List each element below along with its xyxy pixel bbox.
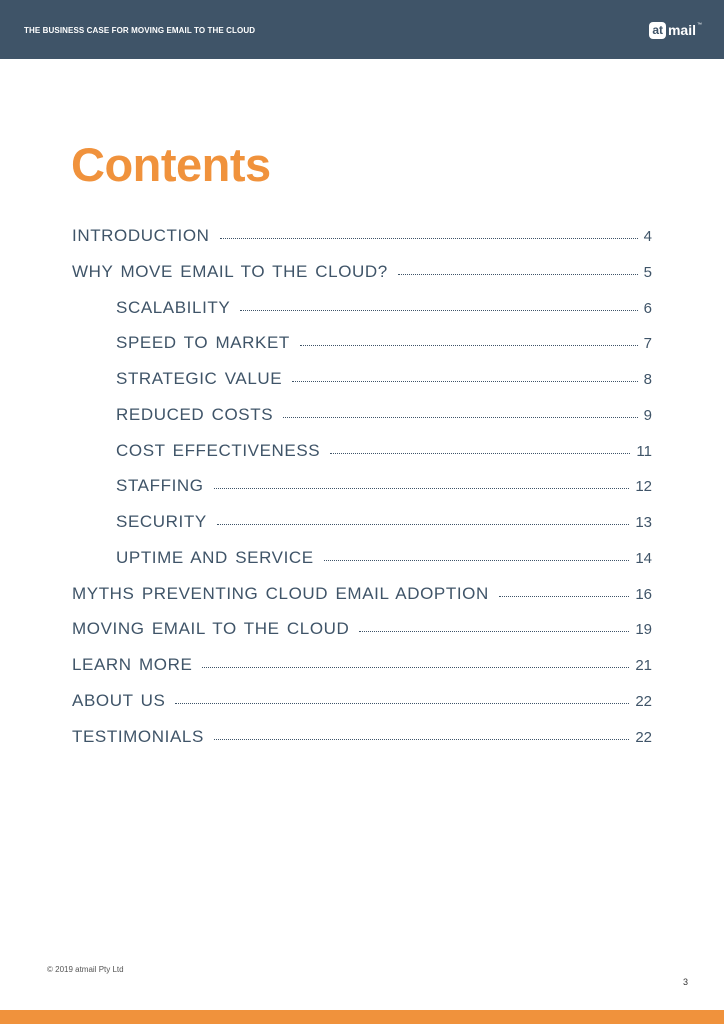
toc-leader-dots — [217, 524, 630, 525]
toc-entry[interactable] — [116, 333, 652, 355]
toc-entry-page: 16 — [635, 585, 652, 603]
toc-leader-dots — [330, 453, 630, 454]
toc-leader-dots — [359, 631, 629, 632]
header-bar — [0, 0, 724, 59]
toc-entry[interactable] — [72, 226, 652, 248]
document-title: THE BUSINESS CASE FOR MOVING EMAIL TO THE CLOUD — [24, 26, 256, 35]
toc-entry-label: SPEED TO MARKET — [116, 333, 290, 353]
toc-leader-dots — [499, 596, 629, 597]
toc-entry-page: 22 — [635, 728, 652, 746]
toc-entry[interactable] — [116, 405, 652, 427]
toc-entry-page: 6 — [643, 299, 652, 317]
toc-entry[interactable] — [116, 476, 652, 498]
toc-leader-dots — [214, 488, 630, 489]
toc-entry-label: TESTIMONIALS — [72, 726, 204, 746]
toc-entry-page: 4 — [643, 228, 652, 245]
toc-leader-dots — [398, 274, 638, 275]
toc-entry[interactable] — [72, 619, 652, 641]
toc-entry-page: 8 — [643, 371, 652, 388]
toc-entry[interactable] — [72, 655, 652, 677]
toc-entry-page: 7 — [643, 335, 652, 353]
logo-text: mail — [667, 21, 696, 38]
toc-entry-label: MOVING EMAIL TO THE CLOUD — [72, 619, 350, 639]
toc-entry[interactable] — [116, 512, 652, 534]
footer-bar — [0, 1010, 724, 1024]
toc-entry-label: STRATEGIC VALUE — [116, 369, 283, 388]
toc-entry[interactable] — [72, 584, 652, 606]
toc-entry-label: SECURITY — [116, 512, 207, 531]
toc-entry[interactable] — [72, 262, 652, 284]
toc-entry-label: INTRODUCTION — [72, 226, 210, 245]
toc-entry-page: 14 — [635, 549, 652, 567]
toc-entry-label: COST EFFECTIVENESS — [116, 440, 321, 460]
toc-entry-page: 12 — [635, 478, 652, 496]
toc-entry[interactable] — [116, 298, 652, 320]
toc-leader-dots — [214, 739, 629, 740]
toc-entry-page: 19 — [635, 621, 652, 639]
toc-entry[interactable] — [116, 369, 652, 391]
toc-entry-label: LEARN MORE — [72, 655, 193, 674]
toc-entry-page: 22 — [635, 692, 652, 710]
page-title: Contents — [71, 138, 271, 191]
toc-entry-label: ABOUT US — [72, 690, 166, 710]
toc-entry[interactable] — [72, 727, 652, 749]
toc-entry-page: 11 — [636, 442, 652, 460]
toc-entry-page: 9 — [643, 406, 652, 424]
toc-entry[interactable] — [116, 548, 652, 570]
toc-leader-dots — [220, 238, 638, 239]
atmail-logo — [649, 20, 702, 40]
toc-leader-dots — [324, 560, 630, 561]
page-number: 3 — [682, 977, 688, 987]
toc-entry-label: MYTHS PREVENTING CLOUD EMAIL ADOPTION — [72, 583, 489, 603]
toc-entry-label: WHY MOVE EMAIL TO THE CLOUD? — [72, 261, 388, 281]
toc-leader-dots — [283, 417, 638, 418]
logo-trademark: ™ — [697, 22, 702, 28]
toc-leader-dots — [300, 345, 638, 346]
toc-entry-label: STAFFING — [116, 476, 204, 496]
copyright-notice: © 2019 atmail Pty Ltd — [47, 965, 124, 974]
logo-mark: at — [649, 22, 666, 39]
toc-entry-page: 5 — [643, 263, 652, 281]
toc-entry-label: SCALABILITY — [116, 297, 231, 317]
toc-leader-dots — [292, 381, 637, 382]
toc-leader-dots — [175, 703, 629, 704]
toc-entry-page: 13 — [635, 514, 652, 531]
toc-leader-dots — [202, 667, 629, 668]
toc-entry[interactable] — [116, 441, 652, 463]
toc-entry[interactable] — [72, 691, 652, 713]
toc-entry-page: 21 — [635, 657, 652, 674]
toc-leader-dots — [240, 310, 637, 311]
toc-entry-label: UPTIME AND SERVICE — [116, 547, 314, 567]
toc-entry-label: REDUCED COSTS — [116, 404, 274, 424]
